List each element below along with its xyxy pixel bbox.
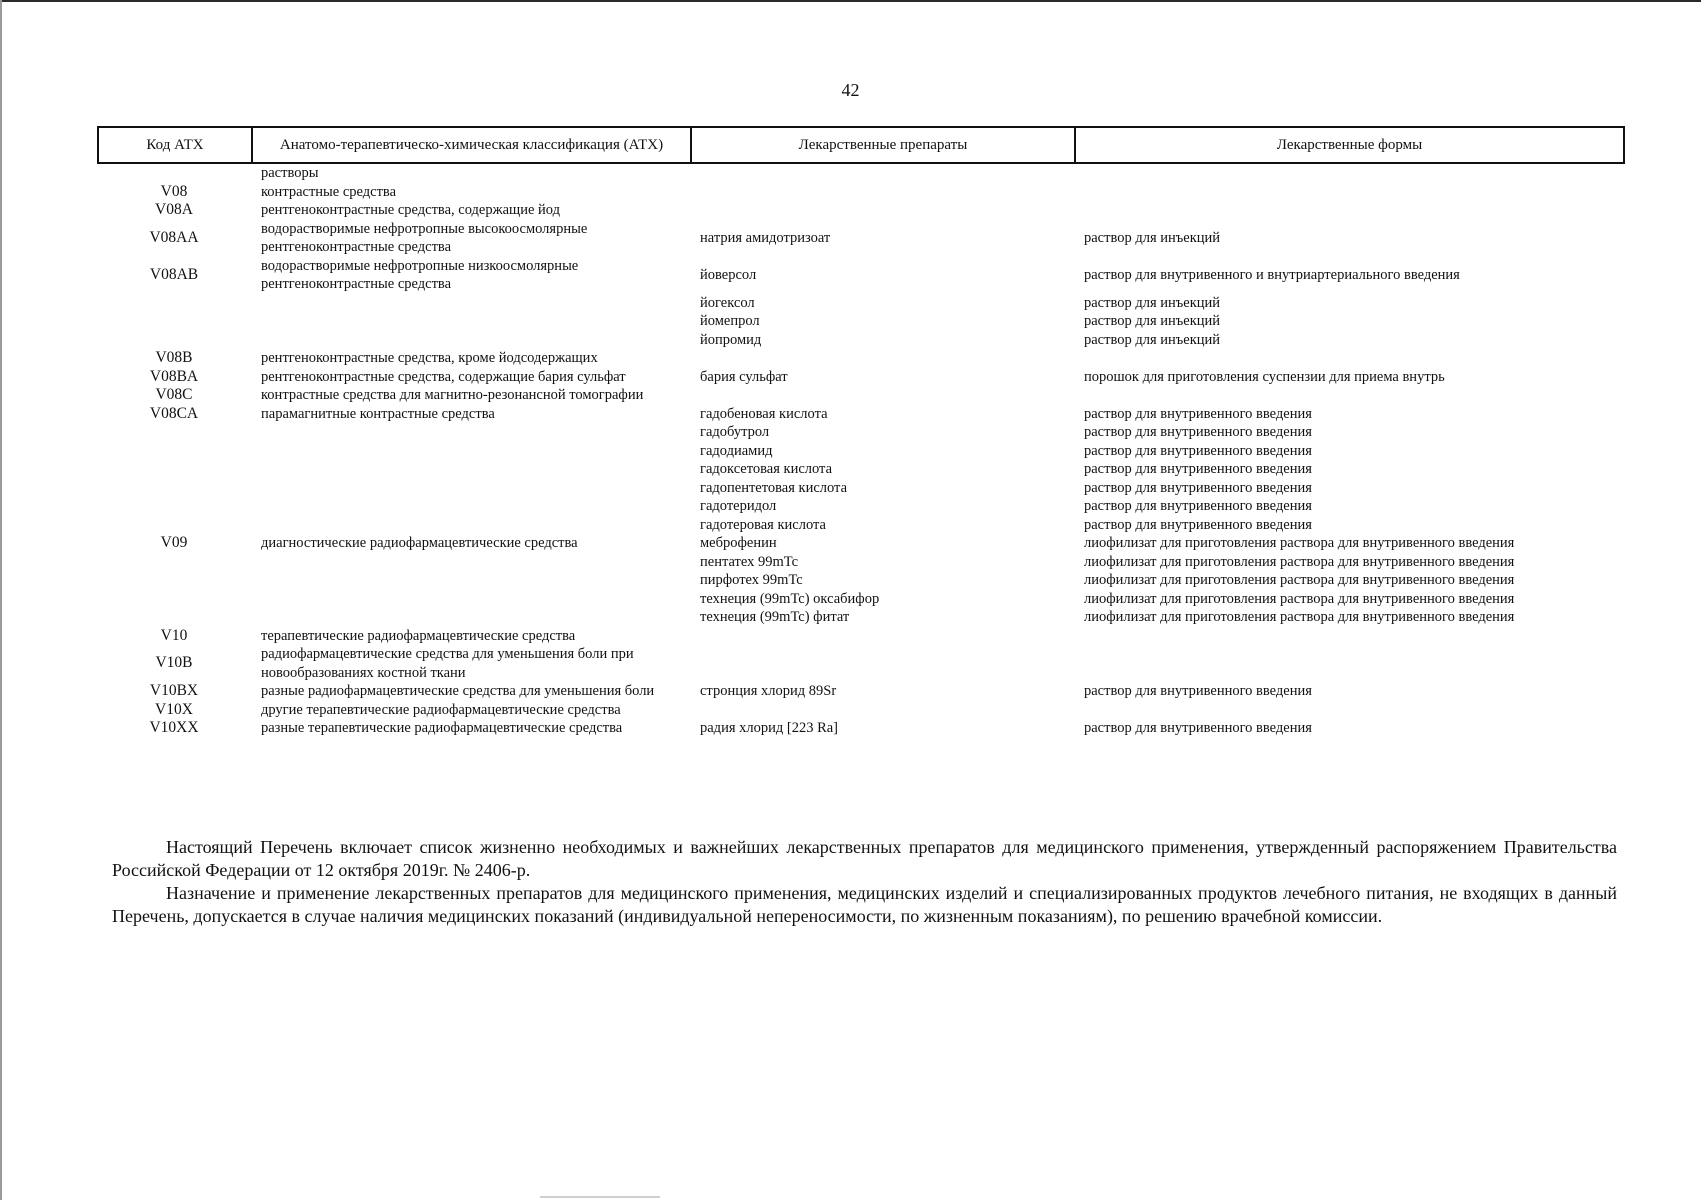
drug-name: меброфенин [700, 535, 777, 551]
atc-classification: разные терапевтические радиофармацевтические средства [261, 720, 623, 736]
dosage-form: раствор для инъекций [1084, 331, 1221, 348]
drug-name: стронция хлорид 89Sr [700, 683, 837, 699]
dosage-form: раствор для внутривенного введения [1084, 720, 1312, 736]
table-row [97, 331, 1625, 350]
atc-classification: диагностические радиофармацевтические средства [261, 535, 578, 551]
dosage-form: раствор для внутривенного введения [1084, 516, 1312, 533]
atc-classification: рентгеноконтрастные средства, содержащие йод [261, 202, 560, 218]
drug-name: технеция (99mTc) оксабифор [700, 590, 880, 607]
atc-classification: рентгеноконтрастные средства, содержащие бария сульфат [261, 368, 626, 385]
drug-name: гадобеновая кислота [700, 405, 828, 422]
table-header [97, 126, 1625, 164]
table-row [97, 701, 1625, 720]
dosage-form: раствор для инъекций [1084, 229, 1221, 246]
header-forms: Лекарственные формы [1276, 136, 1423, 153]
atc-code: V08AB [149, 265, 199, 283]
table-row [97, 719, 1625, 738]
table-row [97, 590, 1625, 609]
table-row [97, 183, 1625, 202]
drug-name: гадотеридол [700, 498, 777, 514]
drug-name: пирфотех 99mTc [700, 572, 803, 588]
drug-name: йомепрол [700, 313, 760, 329]
table-row [97, 257, 1625, 294]
table-row [97, 220, 1625, 257]
drug-name: гадодиамид [700, 442, 773, 459]
table-row [97, 349, 1625, 368]
dosage-form: раствор для внутривенного введения [1084, 405, 1312, 422]
table-row [97, 516, 1625, 535]
drug-name: йоверсол [700, 266, 757, 283]
dosage-form: раствор для внутривенного введения [1084, 683, 1312, 699]
table-row [97, 423, 1625, 442]
drug-name: йопромид [700, 331, 762, 348]
atc-classification: контрастные средства для магнитно-резонансной томографии [261, 387, 644, 403]
atc-classification: рентгеноконтрастные средства, кроме йодсодержащих [261, 350, 598, 366]
dosage-form: раствор для внутривенного введения [1084, 479, 1312, 496]
header-code: Код АТХ [99, 128, 253, 162]
drug-name: бария сульфат [700, 368, 788, 385]
drug-name: пентатех 99mTc [700, 553, 799, 570]
dosage-form: лиофилизат для приготовления раствора для внутривенного введения [1084, 553, 1515, 570]
table-row [97, 386, 1625, 405]
atc-classification: парамагнитные контрастные средства [261, 405, 495, 422]
table-row [97, 294, 1625, 313]
table-row [97, 497, 1625, 516]
drug-name: йогексол [700, 294, 755, 311]
atc-classification: водорастворимые нефротропные низкоосмолярные рентгеноконтрастные средства [261, 257, 579, 292]
note-paragraph-1: Настоящий Перечень включает список жизненно необходимых и важнейших лекарственных препаратов для медицинского применения, утвержденный распоряжением Правительства Российской Федерации от 12 октября 2019г. № 2406-р. [112, 837, 1617, 880]
drug-name: гадоксетовая кислота [700, 461, 833, 477]
notes [112, 836, 1617, 928]
table-row [97, 479, 1625, 498]
drug-name: натрия амидотризоат [700, 229, 831, 246]
dosage-form: порошок для приготовления суспензии для приема внутрь [1084, 368, 1445, 385]
atc-code: V10XX [149, 719, 199, 736]
table-row [97, 312, 1625, 331]
atc-code: V08 [160, 182, 188, 200]
drug-name: радия хлорид [223 Ra] [700, 720, 839, 736]
atc-classification: терапевтические радиофармацевтические средства [261, 627, 576, 644]
atc-classification: водорастворимые нефротропные высокоосмолярные рентгеноконтрастные средства [261, 220, 588, 255]
table-row [97, 460, 1625, 479]
table-row [97, 608, 1625, 627]
table-row [97, 571, 1625, 590]
dosage-form: лиофилизат для приготовления раствора для внутривенного введения [1084, 590, 1515, 607]
scan-artifact [540, 1196, 660, 1198]
table-row [97, 627, 1625, 646]
table-row [97, 534, 1625, 553]
atc-classification: разные радиофармацевтические средства для уменьшения боли [261, 683, 655, 699]
header-drugs: Лекарственные препараты [692, 128, 1076, 162]
dosage-form: раствор для инъекций [1084, 294, 1221, 311]
atc-code: V08CA [149, 404, 199, 422]
table-row [97, 645, 1625, 682]
atc-classification: контрастные средства [261, 183, 397, 200]
dosage-form: лиофилизат для приготовления раствора для внутривенного введения [1084, 609, 1515, 625]
page-number: 42 [841, 80, 860, 100]
atc-code: V08AA [149, 228, 199, 246]
table-row [97, 368, 1625, 387]
atc-classification: растворы [261, 165, 319, 181]
atc-classification: другие терапевтические радиофармацевтические средства [261, 701, 621, 718]
atc-code: V08BA [149, 367, 199, 385]
atc-code: V08A [155, 201, 193, 218]
table-row [97, 164, 1625, 183]
drug-name: гадобутрол [700, 424, 770, 440]
dosage-form: раствор для внутривенного введения [1084, 442, 1312, 459]
table-body [97, 164, 1625, 738]
table-row [97, 201, 1625, 220]
drug-name: гадопентетовая кислота [700, 479, 848, 496]
atc-code: V10 [160, 626, 188, 644]
table-row [97, 405, 1625, 424]
drug-name: технеция (99mTc) фитат [700, 609, 850, 625]
table-row [97, 442, 1625, 461]
header-classification: Анатомо-терапевтическо-химическая классификация (АТХ) [253, 128, 692, 162]
table-row [97, 682, 1625, 701]
dosage-form: раствор для внутривенного введения [1084, 424, 1312, 440]
dosage-form: лиофилизат для приготовления раствора для внутривенного введения [1084, 572, 1515, 588]
atc-code: V10B [155, 654, 193, 672]
atc-code: V09 [160, 534, 188, 551]
dosage-form: раствор для внутривенного введения [1084, 461, 1312, 477]
atc-code: V08B [155, 349, 193, 366]
atc-classification: радиофармацевтические средства для уменьшения боли при новообразованиях костной ткани [261, 646, 634, 681]
table-row [97, 553, 1625, 572]
dosage-form: раствор для внутривенного и внутриартериального введения [1084, 266, 1460, 283]
atc-code: V10BX [149, 682, 199, 699]
dosage-form: раствор для внутривенного введения [1084, 498, 1312, 514]
atc-code: V10X [155, 700, 193, 718]
atc-code: V08C [155, 386, 193, 403]
dosage-form: лиофилизат для приготовления раствора для внутривенного введения [1084, 535, 1515, 551]
note-paragraph-2: Назначение и применение лекарственных препаратов для медицинского применения, медицинских изделий и специализированных продуктов лечебного питания, не входящих в данный Перечень, допускается в случае наличия медицинских показаний (индивидуальной непереносимости, по жизненным показаниям), по решению врачебной комиссии. [112, 883, 1617, 926]
dosage-form: раствор для инъекций [1084, 313, 1221, 329]
drug-name: гадотеровая кислота [700, 516, 826, 533]
scan-edge-top [0, 0, 1701, 2]
scan-edge-left [0, 0, 2, 1200]
